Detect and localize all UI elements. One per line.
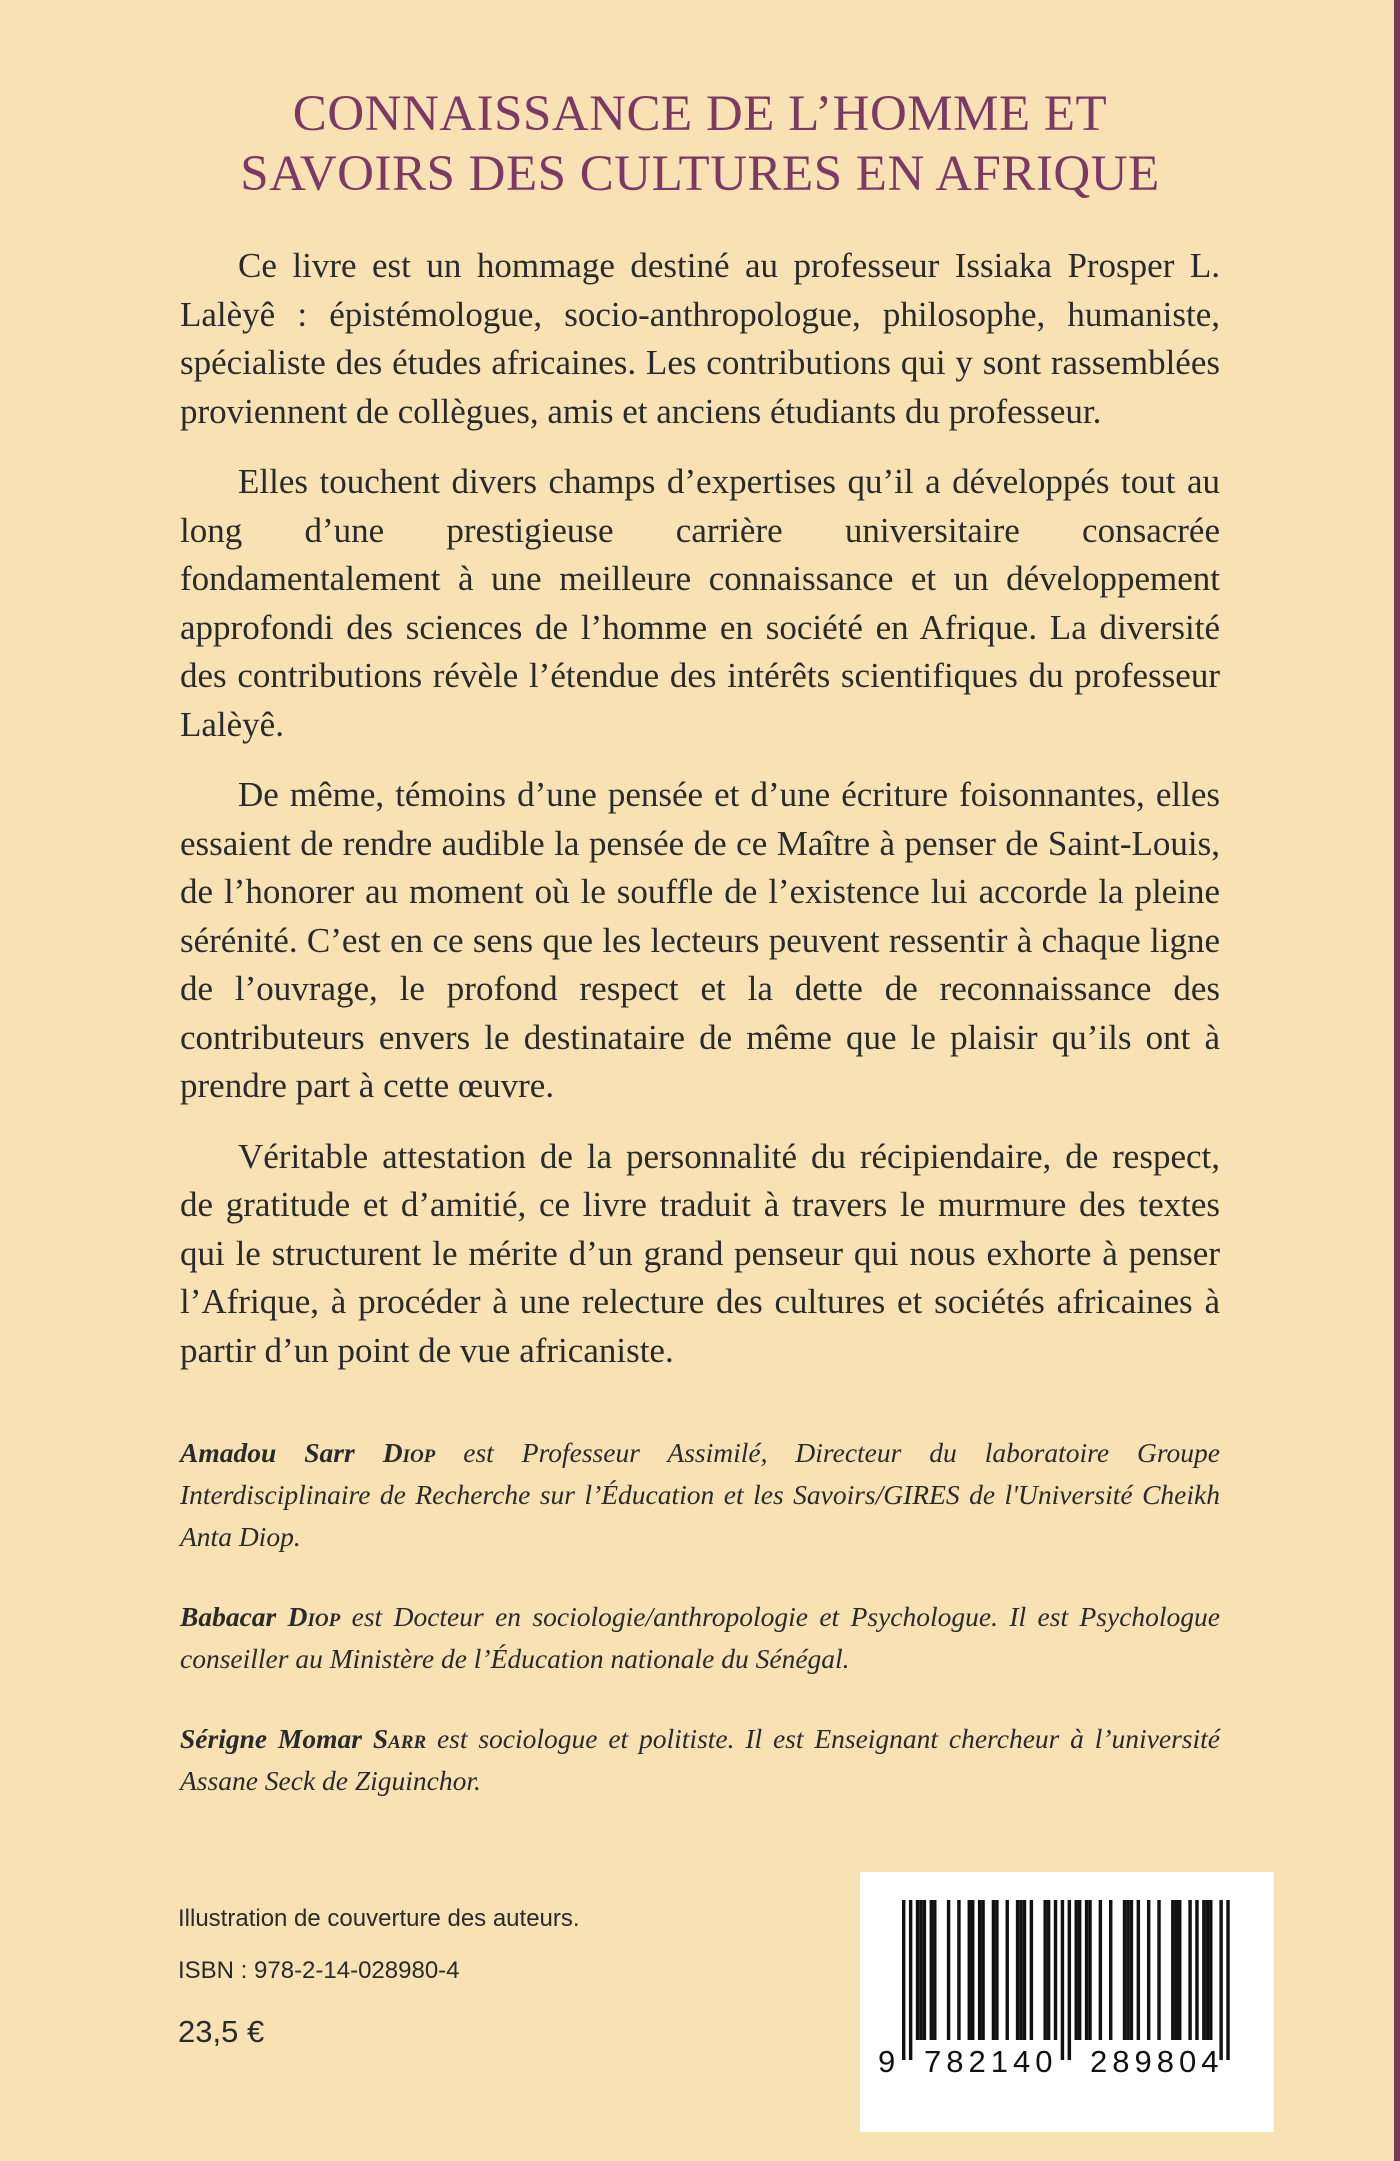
barcode	[860, 1872, 1274, 2132]
barcode-bar	[1030, 1900, 1033, 2040]
author-name: Amadou Sarr Diop	[180, 1437, 436, 1468]
spine-stripe	[1394, 0, 1400, 2161]
barcode-bar	[1226, 1900, 1229, 2060]
barcode-digits-right: 289804	[1090, 2044, 1224, 2079]
illustration-credit: Illustration de couverture des auteurs.	[178, 1905, 580, 1932]
barcode-bar	[902, 1900, 905, 2060]
price: 23,5 €	[178, 2014, 265, 2049]
author-bios	[180, 1432, 1220, 1840]
blurb-paragraph: Elles touchent divers champs d’expertises qu’il a développés tout au long d’une prestigieuse carrière universitaire consacrée fondamentalement à une meilleure connaissance et un développement approfondi des sciences de l’homme en société en Afrique. La diversité des contributions révèle l’étendue des intérêts scientifiques du professeur Lalèyê.	[180, 462, 1220, 744]
barcode-digits-left: 782140	[924, 2044, 1058, 2079]
barcode-bar	[1188, 1900, 1191, 2040]
title-line-1: CONNAISSANCE DE L’HOMME ET	[292, 86, 1108, 142]
barcode-bar	[1195, 1900, 1198, 2040]
barcode-bar	[1206, 1900, 1209, 2040]
barcode-digit-prefix: 9	[878, 2044, 896, 2079]
barcode-bar	[1075, 1900, 1078, 2040]
barcode-bar	[971, 1900, 974, 2040]
book-title	[0, 84, 1400, 204]
barcode-bar	[1068, 1900, 1071, 2060]
barcode-bar	[1109, 1900, 1112, 2040]
barcode-bar	[909, 1900, 912, 2060]
barcode-bar	[957, 1900, 960, 2040]
barcode-bar	[1085, 1900, 1088, 2040]
barcode-bar	[1175, 1900, 1178, 2040]
barcode-bar	[981, 1900, 984, 2040]
barcode-bar	[1147, 1900, 1150, 2040]
barcode-bar	[1078, 1900, 1081, 2040]
barcode-bars	[860, 1872, 1274, 2132]
barcode-bar	[1043, 1900, 1046, 2040]
blurb-paragraph: Ce livre est un hommage destiné au professeur Issiaka Prosper L. Lalèyê : épistémologue, socio-anthropologue, philosophe, humaniste, spécialiste des études africaines. Les contributions qui y sont rassemblées proviennent de collègues, amis et anciens étudiants du professeur.	[180, 246, 1220, 431]
barcode-bar	[1054, 1900, 1057, 2040]
author-bio: Sérigne Momar Sarr est sociologue et politiste. Il est Enseignant chercheur à l’université Assane Seck de Ziguinchor.	[180, 1723, 1221, 1796]
barcode-bar	[978, 1900, 981, 2040]
author-name: Sérigne Momar Sarr	[180, 1723, 427, 1754]
isbn: ISBN : 978-2-14-028980-4	[178, 1957, 460, 1984]
barcode-bar	[1088, 1900, 1091, 2040]
barcode-bar	[1061, 1900, 1064, 2060]
barcode-bar	[1219, 1900, 1222, 2060]
barcode-bar	[1047, 1900, 1050, 2040]
author-bio: Babacar Diop est Docteur en sociologie/anthropologie et Psychologue. Il est Psychologue conseiller au Ministère de l’Éducation nationale du Sénégal.	[180, 1601, 1221, 1674]
barcode-bar	[1171, 1900, 1174, 2040]
barcode-bar	[1123, 1900, 1126, 2040]
barcode-bar	[930, 1900, 933, 2040]
barcode-bar	[923, 1900, 926, 2040]
barcode-bar	[1126, 1900, 1129, 2040]
barcode-bar	[933, 1900, 936, 2040]
barcode-bar	[1137, 1900, 1140, 2040]
barcode-bar	[992, 1900, 995, 2040]
barcode-bar	[1157, 1900, 1160, 2040]
barcode-bar	[1016, 1900, 1019, 2040]
author-name: Babacar Diop	[180, 1601, 341, 1632]
barcode-bar	[995, 1900, 998, 2040]
barcode-bar	[919, 1900, 922, 2040]
barcode-bar	[1202, 1900, 1205, 2040]
barcode-bar	[1209, 1900, 1212, 2040]
barcode-bar	[1099, 1900, 1102, 2040]
author-bio: Amadou Sarr Diop est Professeur Assimilé, Directeur du laboratoire Groupe Interdisciplinaire de Recherche sur l’Éducation et les Savoirs/GIRES de l'Université Cheikh Anta Diop.	[180, 1437, 1220, 1552]
barcode-bar	[1019, 1900, 1022, 2040]
title-line-2: SAVOIRS DES CULTURES EN AFRIQUE	[240, 146, 1160, 202]
barcode-bar	[1023, 1900, 1026, 2040]
barcode-bar	[1006, 1900, 1009, 2040]
back-cover-blurb	[180, 242, 1220, 1397]
blurb-paragraph: Véritable attestation de la personnalité du récipiendaire, de respect, de gratitude et d’amitié, ce livre traduit à travers le murmure des textes qui le structurent le mérite d’un grand penseur qui nous exhorte à penser l’Afrique, à procéder à une relecture des cultures et sociétés africaines à partir d’un point de vue africaniste.	[180, 1136, 1220, 1370]
barcode-bar	[968, 1900, 971, 2040]
blurb-paragraph: De même, témoins d’une pensée et d’une écriture foisonnantes, elles essaient de rendre audible la pensée de ce Maître à penser de Saint-Louis, de l’honorer au moment où le souffle de l’existence lui accorde la pleine sérénité. C’est en ce sens que les lecteurs peuvent ressentir à chaque ligne de l’ouvrage, le profond respect et la dette de reconnaissance des contributeurs envers le destinataire de même que le plaisir qu’ils ont à prendre part à cette œuvre.	[180, 775, 1220, 1105]
barcode-bar	[947, 1900, 950, 2040]
barcode-bar	[1178, 1900, 1181, 2040]
barcode-bar	[1130, 1900, 1133, 2040]
barcode-bar	[916, 1900, 919, 2040]
